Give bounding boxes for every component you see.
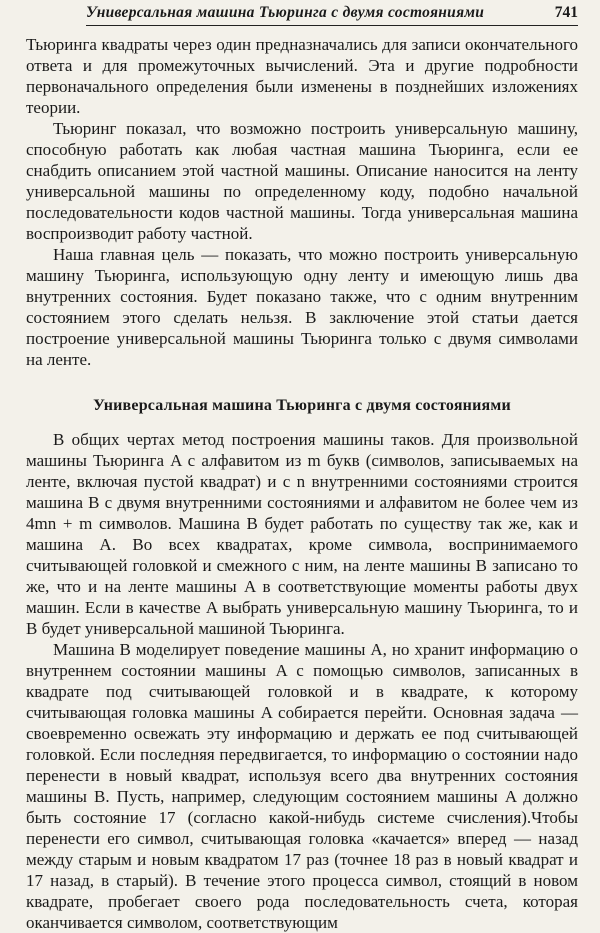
running-title: Универсальная машина Тьюринга с двумя состояниями [86, 4, 485, 21]
paragraph: Тьюринга квадраты через один предназначались для записи окончательного ответа и для промежуточных вычислений. Эта и другие подробности первоначального определения были изменены в позднейших изложениях теории. [26, 35, 578, 117]
paragraph: Машина B моделирует поведение машины A, но хранит информацию о внутреннем состоянии машины A с помощью символов, записанных в квадрате под считывающей головкой и в квадрате, к которому считывающая головка машины A собирается перейти. Основная задача — своевременно освежать эту информацию и держать ее под считывающей головкой. Если последняя передвигается, то информацию о состоянии надо перенести в новый квадрат, используя всего два внутренних состояния машины B. Пусть, например, следующим состоянием машины A должно быть состояние 17 (согласно какой-нибудь системе счисления).Чтобы перенести его символ, считывающая головка «качается» вперед — назад между старым и новым квадратом 17 раз (точнее 18 раз в новый квадрат и 17 назад, в старый). В течение этого процесса символ, стоящий в новом квадрате, пробегает своего рода последовательность счета, которая оканчивается символом, соответствующим [26, 640, 578, 932]
paragraph: Наша главная цель — показать, что можно построить универсальную машину Тьюринга, использующую одну ленту и имеющую лишь два внутренних состояния. Будет показано также, что с одним внутренним состоянием этого сделать нельзя. В заключение этой статьи дается построение универсальной машины Тьюринга только с двумя символами на ленте. [26, 245, 578, 369]
paragraph: Тьюринг показал, что возможно построить универсальную машину, способную работать как любая частная машина Тьюринга, если ее снабдить описанием этой частной машины. Описание наносится на ленту универсальной машины по определенному коду, подобно начальной последовательности кодов частной машины. Тогда универсальная машина воспроизводит работу частной. [26, 119, 578, 243]
running-header [86, 0, 578, 26]
paragraph: В общих чертах метод построения машины таков. Для произвольной машины Тьюринга A с алфавитом из m букв (символов, записываемых на ленте, включая пустой квадрат) и с n внутренними состояниями строится машина B с двумя внутренними состояниями и алфавитом не более чем из 4mn + m символов. Машина B будет работать по существу так же, как и машина A. Во всех квадратах, кроме символа, воспринимаемого считывающей головкой и смежного с ним, на ленте машины B записано то же, что и на ленте машины A в соответствующие моменты работы двух машин. Если в качестве A выбрать универсальную машину Тьюринга, то и B будет универсальной машиной Тьюринга. [26, 430, 578, 638]
section-heading: Универсальная машина Тьюринга с двумя состояниями [93, 397, 511, 414]
page-number: 741 [554, 4, 578, 21]
